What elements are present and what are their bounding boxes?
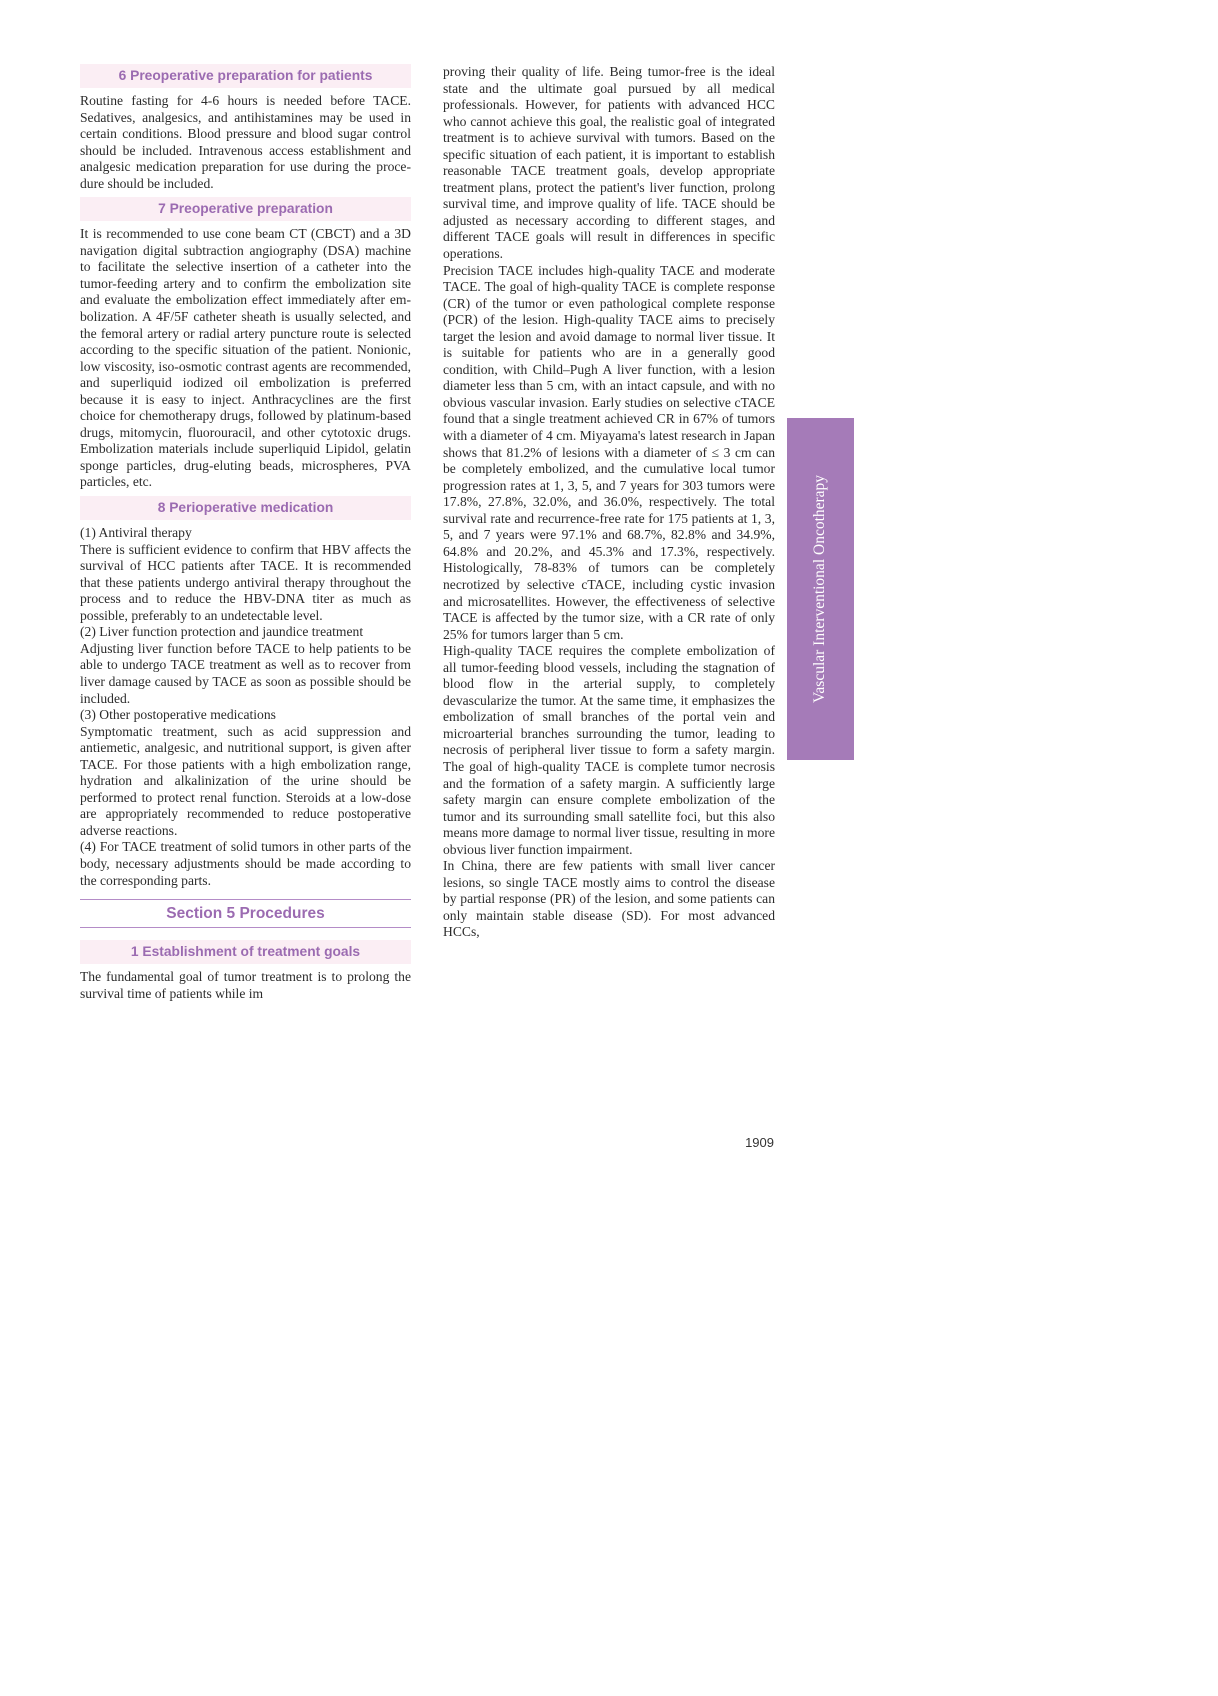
item-antiviral-text: There is sufficient evidence to confirm that HBV affects the survival of HCC patients after TACE. It is recommended that these patients undergo antiviral therapy throughout the process and to reduce the HBV-DNA titer as much as possible, preferably to an undetectable level. <box>80 541 411 623</box>
item-other-medications-title: (3) Other postoperative medications <box>80 707 276 723</box>
subheading-treatment-goals: 1 Establishment of treatment goals <box>80 940 411 964</box>
right-column <box>443 64 775 941</box>
paragraph-high-quality-tace: High-quality TACE requires the complete embolization of all tumor-feeding blood vessels, including the stagnation of blood flow in the arterial supply, to completely devascularize the tumor. At the same time, it emphasizes the embolization of small branches of the portal vein and microarterial branches surrounding the tumor, leading to necrosis of peripheral liver tissue to form a safety margin. The goal of high-quality TACE is complete tumor necrosis and the formation of a safety margin. A sufficiently large safety margin can ensure complete embolization of the tumor and its surrounding small satellite foci, but this also means more damage to normal liver tissue, resulting in more obvious liver function impairment. <box>443 643 775 857</box>
subheading-preoperative-preparation-patients: 6 Preoperative preparation for patients <box>80 64 411 88</box>
item-liver-protection-title: (2) Liver function protection and jaundice treatment <box>80 624 364 640</box>
item-antiviral-title: (1) Antiviral therapy <box>80 525 192 541</box>
paragraph-fasting: Routine fasting for 4-6 hours is needed before TACE. Sedatives, analgesics, and antihistamines may be used in certain conditions. Blood pressure and blood sugar control should be included. Intravenous access establishment and analgesic medication preparation for use during the procedure should be included. <box>80 93 411 191</box>
paragraph-precision-tace: Precision TACE includes high-quality TACE and moderate TACE. The goal of high-quality TACE is complete response (CR) of the tumor or even pathological complete response (PCR) of the lesion. High-quality TACE aims to precisely target the lesion and avoid damage to normal liver tissue. It is suitable for patients who are in a generally good condition, with Child–Pugh A liver function, with a lesion diameter less than 5 cm, with an intact capsule, and with no obvious vascular invasion. Early studies on selective cTACE found that a single treatment achieved CR in 67% of tumors with a diameter of 4 cm. Miyayama's latest research in Japan shows that 81.2% of lesions with a diameter of ≤ 3 cm can be completely embolized, and the cumulative local tumor progression rates at 1, 3, 5, and 7 years for 303 tumors were 17.8%, 27.8%, 32.0%, and 36.0%, respectively. The total survival rate and recurrence-free rate for 175 patients at 1, 3, 5, and 7 years were 97.1% and 68.7%, 82.8% and 34.9%, 64.8% and 20.2%, and 45.3% and 17.3%, respectively. Histologically, 78-83% of tumors can be completely necrotized by selective cTACE, including cystic invasion and microsatellites. However, the effectiveness of selective TACE is affected by the tumor size, with a CR rate of only 25% for tumors larger than 5 cm. <box>443 262 775 642</box>
subheading-preoperative-preparation: 7 Preoperative preparation <box>80 197 411 221</box>
item-liver-protection-text: Adjusting liver function before TACE to help patients to be able to undergo TACE treatment as well as to recover from liver damage caused by TACE as soon as possible should be included. <box>80 640 411 706</box>
page-number: 1909 <box>745 1135 774 1150</box>
side-tab <box>787 418 854 760</box>
paragraph-quality-of-life: proving their quality of life. Being tumor-free is the ideal state and the ultimate goal pursued by all medical professionals. However, for patients with advanced HCC who cannot achieve this goal, the realistic goal of integrated treatment is to achieve survival with tumors. Based on the specific situation of each patient, it is important to establish reasonable TACE treatment goals, develop appropriate treatment plans, protect the patient's liver function, prolong survival time, and improve quality of life. TACE should be adjusted as necessary according to different stages, and different TACE goals will result in differences in specific operations. <box>443 64 775 262</box>
section-heading-procedures: Section 5 Procedures <box>80 899 411 928</box>
paragraph-china: In China, there are few patients with small liver cancer lesions, so single TACE mostly aims to control the disease by partial response (PR) of the lesion, and some patients can only maintain stable disease (SD). For most advanced HCCs, <box>443 858 775 940</box>
paragraph-fundamental-goal: The fundamental goal of tumor treatment is to prolong the survival time of patients while im <box>80 969 411 1001</box>
paragraph-cbct: It is recommended to use cone beam CT (CBCT) and a 3D navigation digital subtraction angiography (DSA) machine to facilitate the selective insertion of a catheter into the tumor-feeding artery and to confirm the embolization site and evaluate the embolization effect immediately after embolization. A 4F/5F catheter sheath is usually selected, and the femoral artery or radial artery puncture route is selected according to the specific situation of the patient. Nonionic, low viscosity, iso-osmotic contrast agents are recommended, and superliquid iodized oil embolization is preferred because it is easy to inject. Anthracyclines are the first choice for chemotherapy drugs, followed by platinum-based drugs, mitomycin, fluorouracil, and other cytotoxic drugs. Embolization materials include superliquid Lipidol, gelatin sponge particles, drug-eluting beads, microspheres, PVA particles, etc. <box>80 226 411 490</box>
item-other-medications-text: Symptomatic treatment, such as acid suppression and antiemetic, analgesic, and nutritional support, is given after TACE. For those patients with a high embolization range, hydration and alkalinization of the urine should be performed to protect renal function. Steroids at a low-dose are appropriately recommended to reduce postoperative adverse reactions. <box>80 723 411 838</box>
left-column <box>80 64 411 1002</box>
item-solid-tumors: (4) For TACE treatment of solid tumors in other parts of the body, necessary adjustments should be made according to the corresponding parts. <box>80 839 411 888</box>
side-tab-label: Vascular Interventional Oncotherapy <box>811 474 829 704</box>
subheading-perioperative-medication: 8 Perioperative medication <box>80 496 411 520</box>
